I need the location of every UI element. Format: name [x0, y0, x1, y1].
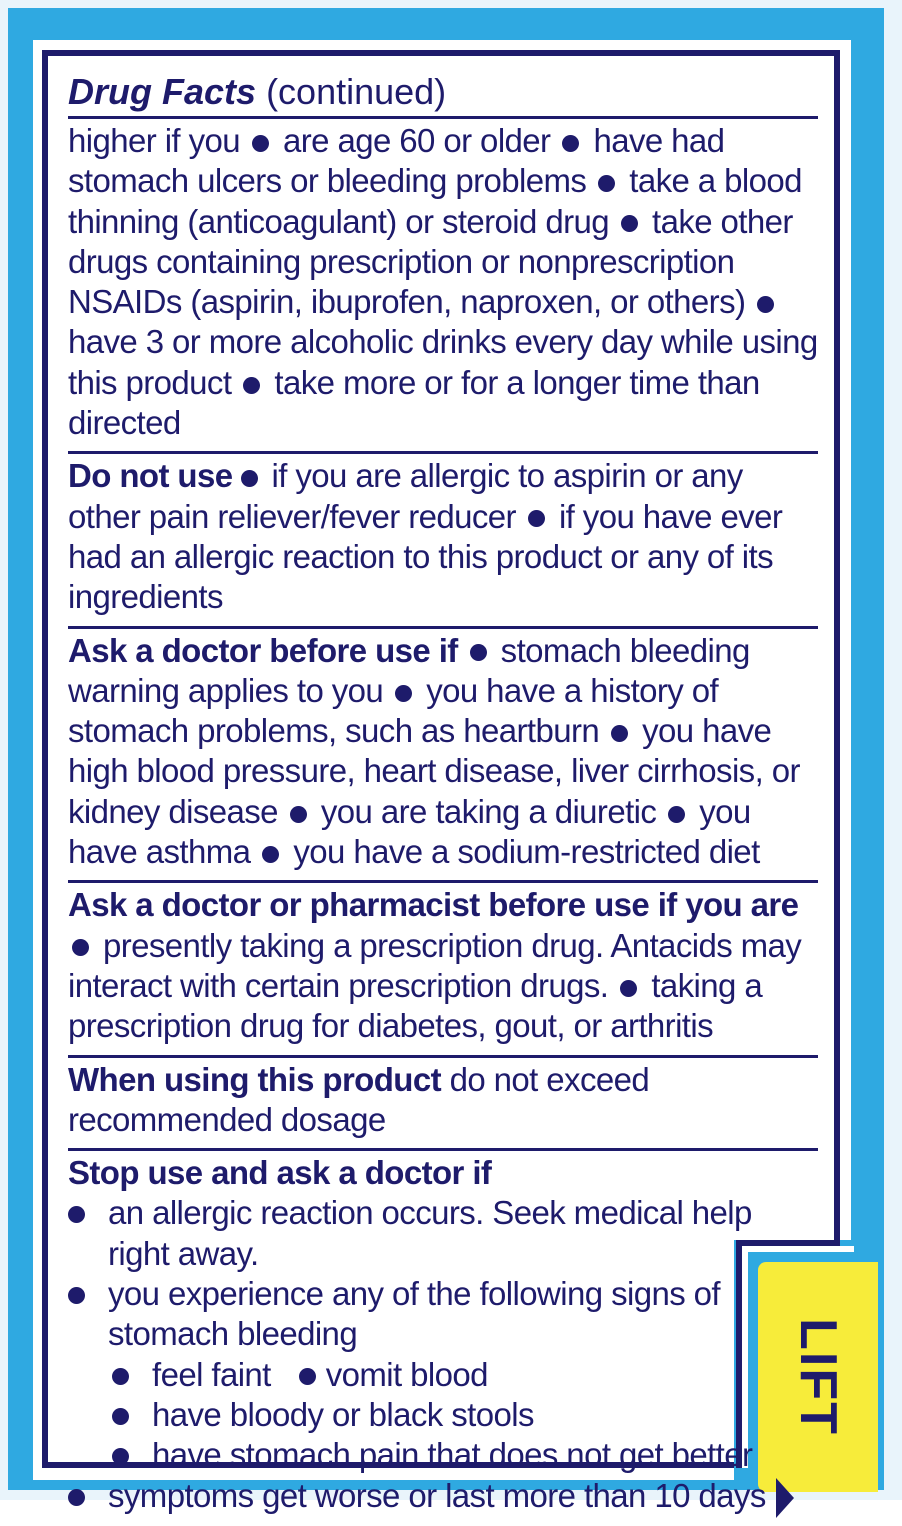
bullet-icon — [299, 1368, 316, 1385]
list-item: an allergic reaction occurs. Seek medical help right away. — [68, 1193, 818, 1274]
bullet-icon — [112, 1368, 129, 1385]
bullet-icon — [611, 725, 628, 742]
bullet-icon — [562, 135, 579, 152]
list-item: symptoms get worse or last more than 10 days — [68, 1476, 818, 1518]
package-edge — [0, 0, 902, 8]
sub-list-item: feel faint vomit blood — [68, 1355, 818, 1395]
bleeding-warning-continued: higher if you are age 60 or older have had stomach ulcers or bleeding problems take a blood thinning (anticoagulant) or steroid drug take other drugs containing prescription or nonprescription NSAIDs (aspirin, ibuprofen, naproxen, or others)have 3 or more alcoholic drinks every day while using this product take more or for a longer time than directed — [68, 122, 818, 442]
bullet-icon — [68, 1489, 85, 1506]
bullet-icon — [621, 215, 638, 232]
bullet-icon — [112, 1448, 129, 1465]
package-edge — [884, 0, 902, 1500]
ask-doctor-pharmacist-section: Ask a doctor or pharmacist before use if you are presently taking a prescription drug. Antacids may interact with certain prescription drugs. taking a prescription drug for diabetes, gout, or arthritis — [68, 886, 802, 1045]
bullet-icon — [252, 135, 269, 152]
stop-use-section — [68, 1151, 818, 1526]
bullet-icon — [757, 296, 774, 313]
bullet-icon — [528, 510, 545, 527]
list-item: you experience any of the following signs of stomach bleeding — [68, 1274, 818, 1355]
continue-arrow-icon — [776, 1478, 794, 1518]
bullet-icon — [241, 470, 258, 487]
package-edge — [0, 0, 8, 1500]
bullet-icon — [68, 1287, 85, 1304]
sub-list-item: have stomach pain that does not get better — [68, 1435, 818, 1475]
bullet-icon — [598, 175, 615, 192]
stop-use-heading: Stop use and ask a doctor if — [68, 1154, 492, 1192]
drug-facts-content — [68, 68, 818, 1526]
bullet-icon — [243, 377, 260, 394]
bullet-icon — [620, 980, 637, 997]
bullet-icon — [290, 806, 307, 823]
drug-facts-title: Drug Facts (continued) — [68, 71, 447, 112]
bullet-icon — [470, 644, 487, 661]
bullet-icon — [395, 685, 412, 702]
bullet-icon — [262, 846, 279, 863]
bullet-icon — [68, 1206, 85, 1223]
sub-list-item: have bloody or black stools — [68, 1395, 818, 1435]
bullet-icon — [112, 1408, 129, 1425]
when-using-section: When using this product do not exceed recommended dosage — [68, 1060, 650, 1138]
ask-doctor-section: Ask a doctor before use if stomach bleeding warning applies to you you have a history of stomach problems, such as heartburn you have high blood pressure, heart disease, liver cirrhosis, or kidney disease you are taking a diuretic you have asthma you have a sodium-restricted diet — [68, 631, 800, 871]
bullet-icon — [72, 939, 89, 956]
do-not-use-section: Do not use if you are allergic to aspirin or any other pain reliever/fever reducer if you have ever had an allergic reaction to this product or any of its ingredients — [68, 457, 783, 616]
lift-label[interactable]: LIFT — [789, 1318, 847, 1436]
bullet-icon — [668, 806, 685, 823]
